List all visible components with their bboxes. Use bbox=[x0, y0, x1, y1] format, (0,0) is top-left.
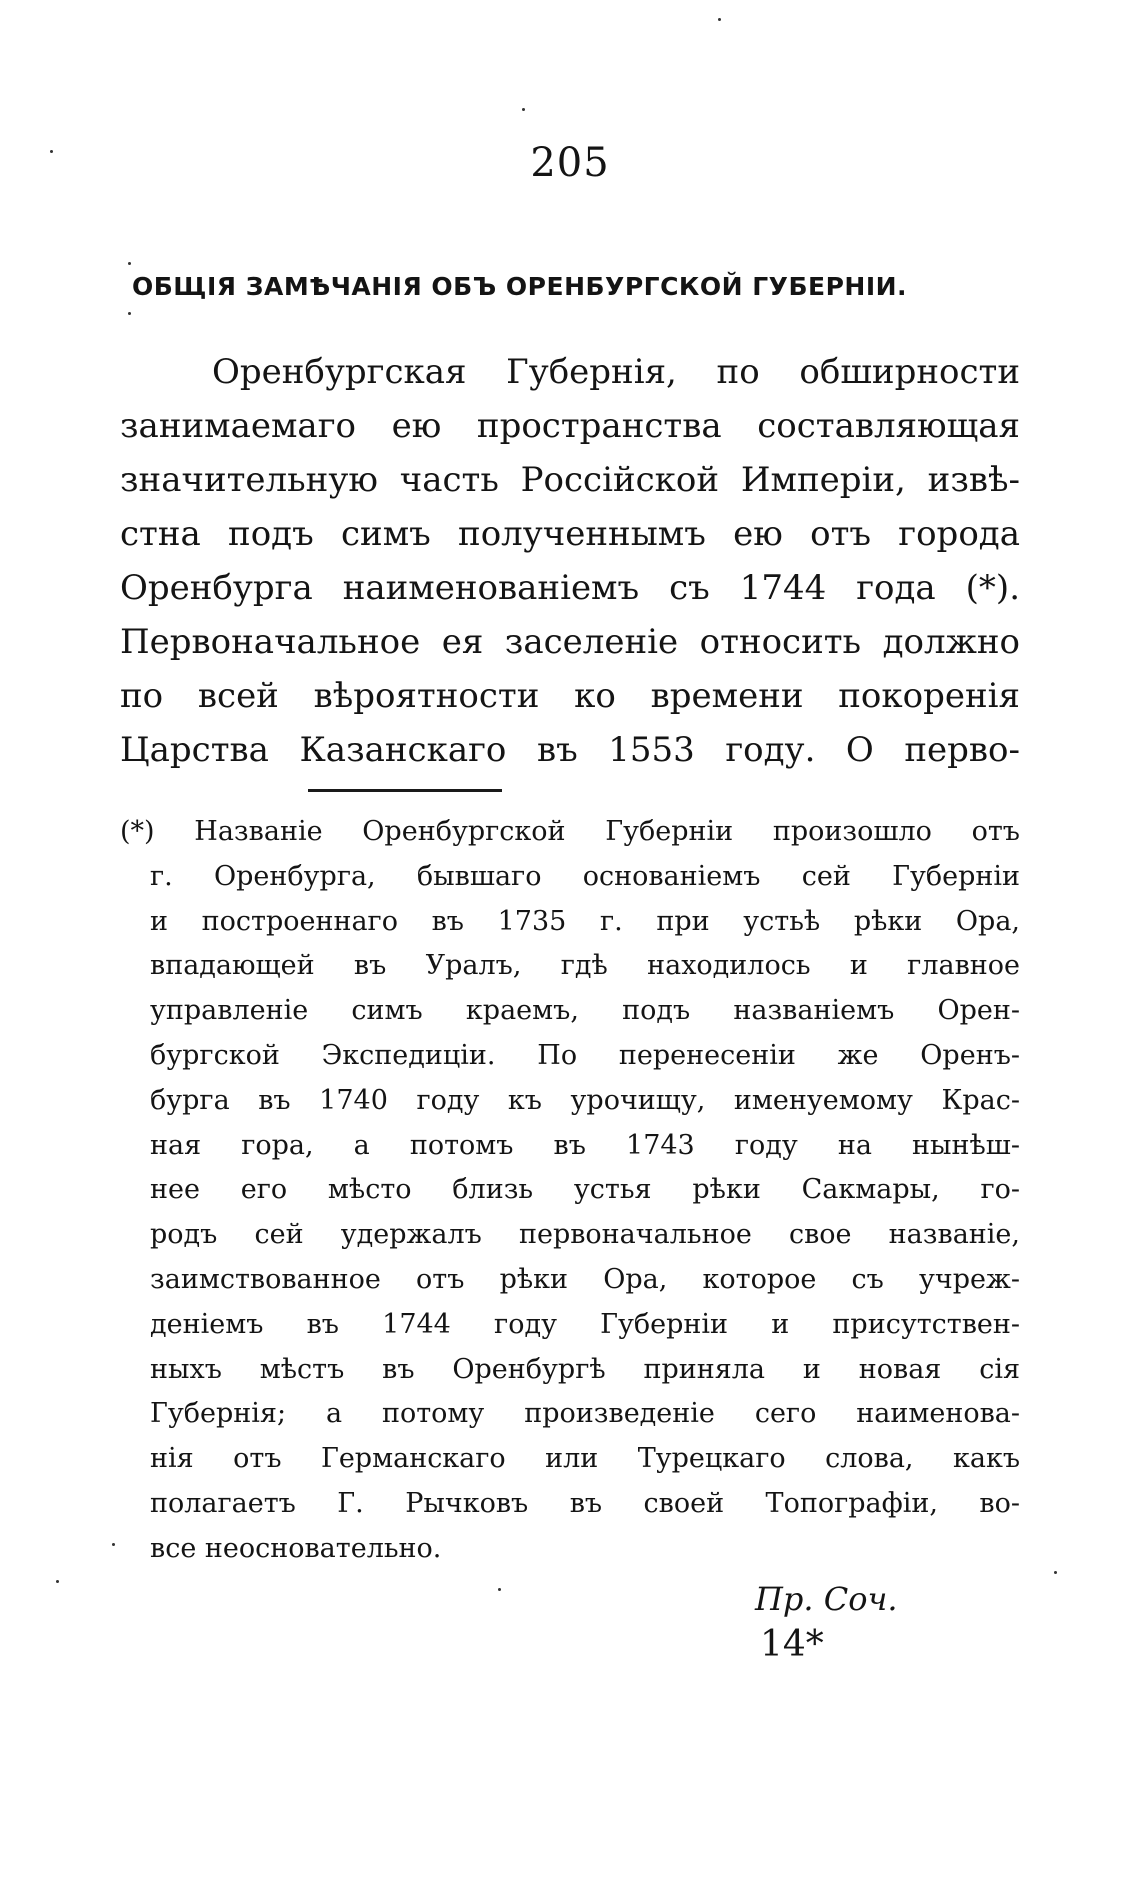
signature-mark: 14* bbox=[760, 1624, 824, 1665]
footnote-line: г. Оренбурга, бывшаго основаніемъ сей Губерніи bbox=[150, 860, 1020, 892]
body-line: Первоначальное ея заселеніе относить должно bbox=[120, 622, 1020, 662]
section-heading: ОБЩІЯ ЗАМѢЧАНІЯ ОБЪ ОРЕНБУРГСКОЙ ГУБЕРНІИ. bbox=[132, 272, 908, 301]
footnote-line: все неосновательно. bbox=[150, 1532, 442, 1564]
body-line: по всей вѣроятности ко времени покоренія bbox=[120, 676, 1020, 716]
dust-speck bbox=[128, 262, 131, 265]
footnote-line: ная гора, а потомъ въ 1743 году на нынѣш- bbox=[150, 1129, 1020, 1161]
footnote-line: заимствованное отъ рѣки Ора, которое съ учреж- bbox=[150, 1263, 1020, 1295]
footnote bbox=[120, 810, 1020, 1572]
footnote-line: бургской Экспедиціи. По перенесеніи же Оренъ- bbox=[150, 1039, 1020, 1071]
dust-speck bbox=[498, 1588, 501, 1591]
dust-speck bbox=[56, 1580, 59, 1583]
body-line: Оренбургская Губернія, по обширности bbox=[212, 352, 1020, 392]
footnote-line: родъ сей удержалъ первоначальное свое названіе, bbox=[150, 1219, 1020, 1251]
page-number: 205 bbox=[530, 140, 610, 186]
dust-speck bbox=[718, 18, 721, 21]
dust-speck bbox=[1054, 1571, 1057, 1574]
footnote-line: бурга въ 1740 году къ урочищу, именуемому Крас- bbox=[150, 1084, 1020, 1116]
footnote-line: деніемъ въ 1744 году Губерніи и присутствен- bbox=[150, 1308, 1020, 1340]
body-line: Царства Казанскаго въ 1553 году. О перво- bbox=[120, 730, 1020, 770]
footnote-line: управленіе симъ краемъ, подъ названіемъ Орен- bbox=[150, 995, 1020, 1027]
dust-speck bbox=[522, 108, 525, 111]
body-line: значительную часть Россійской Имперіи, извѣ- bbox=[120, 460, 1020, 500]
body-line: занимаемаго ею пространства составляющая bbox=[120, 406, 1020, 446]
footnote-line: ныхъ мѣстъ въ Оренбургѣ приняла и новая сія bbox=[150, 1353, 1020, 1385]
footnote-line: полагаетъ Г. Рычковъ въ своей Топографіи, во- bbox=[150, 1487, 1020, 1519]
footnote-line: нее его мѣсто близь устья рѣки Сакмары, го- bbox=[150, 1174, 1020, 1206]
body-line: Оренбурга наименованіемъ съ 1744 года (*). bbox=[120, 568, 1020, 608]
dust-speck bbox=[128, 312, 131, 315]
signature: Пр. Соч. bbox=[755, 1580, 898, 1618]
footnote-line: Губернія; а потому произведеніе сего наименова- bbox=[150, 1398, 1020, 1430]
dust-speck bbox=[112, 1543, 115, 1546]
body-line: стна подъ симъ полученнымъ ею отъ города bbox=[120, 514, 1020, 554]
footnote-line: впадающей въ Уралъ, гдѣ находилось и главное bbox=[150, 950, 1020, 982]
footnote-separator bbox=[308, 789, 502, 792]
footnote-line: нія отъ Германскаго или Турецкаго слова, какъ bbox=[150, 1443, 1020, 1475]
dust-speck bbox=[50, 150, 53, 153]
footnote-line: (*) Названіе Оренбургской Губерніи произошло отъ bbox=[120, 816, 1020, 847]
body-paragraph bbox=[120, 345, 1020, 777]
footnote-line: и построеннаго въ 1735 г. при устьѣ рѣки Ора, bbox=[150, 905, 1020, 937]
